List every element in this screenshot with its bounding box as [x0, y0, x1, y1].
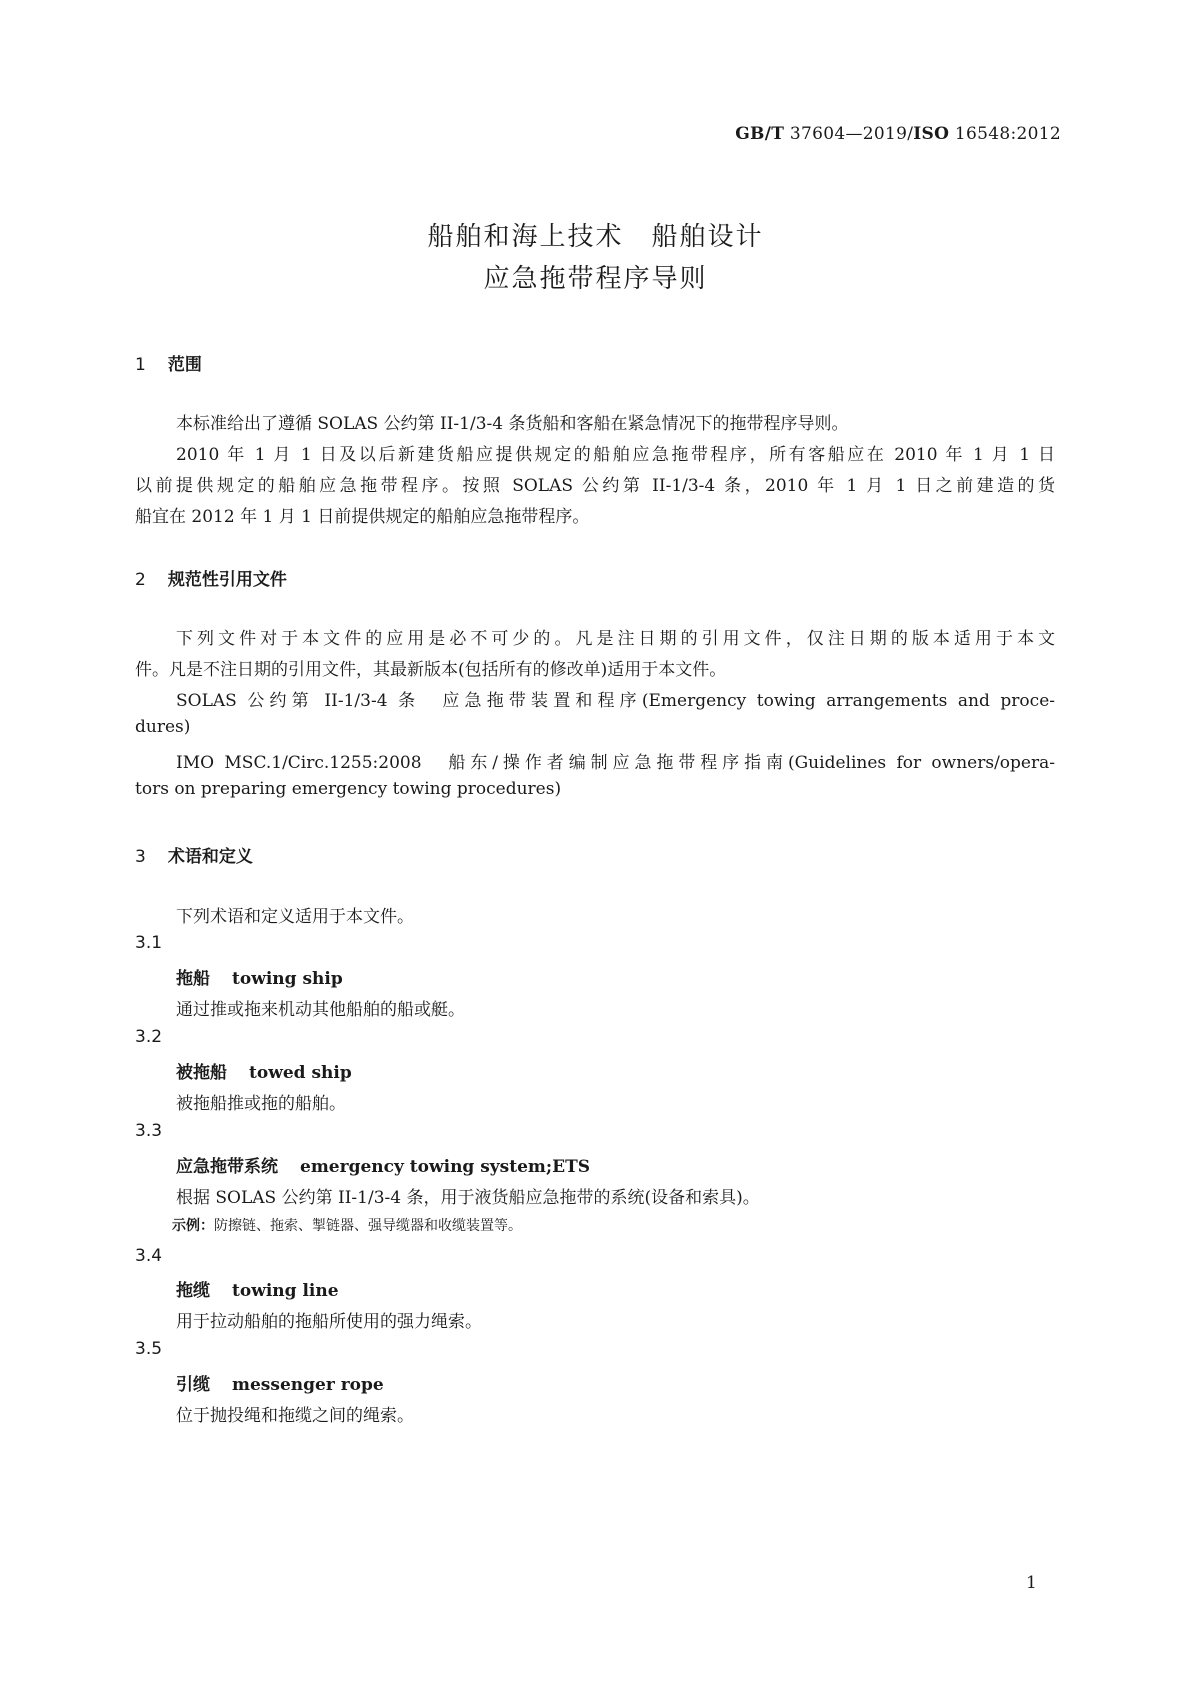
page-number: 1 — [1026, 1573, 1037, 1593]
reference-imo-line-1: IMO MSC.1/Circ.1255:2008 船东/操作者编制应急拖带程序指南(Guidelines for owners/opera- — [176, 753, 1055, 773]
term-definition: 用于拉动船舶的拖船所使用的强力绳索。 — [176, 1312, 482, 1332]
section-heading-terms: 3 术语和定义 — [135, 847, 253, 867]
term-definition: 通过推或拖来机动其他船舶的船或艇。 — [176, 1000, 465, 1020]
term-entry: 被拖船 towed ship — [176, 1063, 352, 1083]
term-number: 3.2 — [135, 1027, 163, 1047]
reference-solas-line-1: SOLAS 公约第 II-1/3-4 条 应急拖带装置和程序(Emergency towing arrangements and proce- — [176, 691, 1055, 711]
document-title-line-2: 应急拖带程序导则 — [483, 264, 708, 294]
scope-paragraph-2-line-2: 以前提供规定的船舶应急拖带程序。按照 SOLAS 公约第 II-1/3-4 条，2010 年 1 月 1 日之前建造的货 — [135, 476, 1055, 496]
term-number: 3.3 — [135, 1121, 163, 1141]
scope-paragraph-1: 本标准给出了遵循 SOLAS 公约第 II-1/3-4 条货船和客船在紧急情况下的拖带程序导则。 — [176, 414, 849, 434]
term-definition: 位于抛投绳和拖缆之间的绳索。 — [176, 1406, 414, 1426]
term-number: 3.5 — [135, 1339, 163, 1359]
term-definition: 被拖船推或拖的船舶。 — [176, 1094, 346, 1114]
term-entry: 拖船 towing ship — [176, 969, 343, 989]
term-number: 3.1 — [135, 933, 163, 953]
reference-solas-line-2: dures) — [135, 717, 191, 737]
scope-paragraph-2-line-1: 2010 年 1 月 1 日及以后新建货船应提供规定的船舶应急拖带程序，所有客船应在 2010 年 1 月 1 日 — [176, 445, 1055, 465]
scope-paragraph-2-line-3: 船宜在 2012 年 1 月 1 日前提供规定的船舶应急拖带程序。 — [135, 507, 590, 527]
term-entry: 拖缆 towing line — [176, 1281, 339, 1301]
document-title-line-1: 船舶和海上技术 船舶设计 — [427, 222, 764, 252]
terms-intro: 下列术语和定义适用于本文件。 — [176, 907, 414, 927]
reference-imo-line-2: tors on preparing emergency towing procedures) — [135, 779, 562, 799]
term-definition: 根据 SOLAS 公约第 II-1/3-4 条，用于液货船应急拖带的系统(设备和索具)。 — [176, 1188, 760, 1208]
section-heading-scope: 1 范围 — [135, 355, 202, 375]
section-heading-normative-references: 2 规范性引用文件 — [135, 570, 287, 590]
term-example: 示例：防擦链、拖索、掣链器、强导缆器和收缆装置等。 — [172, 1218, 522, 1234]
standard-code: GB/T 37604—2019/ISO 16548:2012 — [735, 124, 1061, 144]
references-intro-line-1: 下列文件对于本文件的应用是必不可少的。凡是注日期的引用文件，仅注日期的版本适用于本文 — [176, 629, 1055, 649]
term-entry: 应急拖带系统 emergency towing system;ETS — [176, 1157, 591, 1177]
term-entry: 引缆 messenger rope — [176, 1375, 384, 1395]
references-intro-line-2: 件。凡是不注日期的引用文件，其最新版本(包括所有的修改单)适用于本文件。 — [135, 660, 727, 680]
term-number: 3.4 — [135, 1246, 163, 1266]
